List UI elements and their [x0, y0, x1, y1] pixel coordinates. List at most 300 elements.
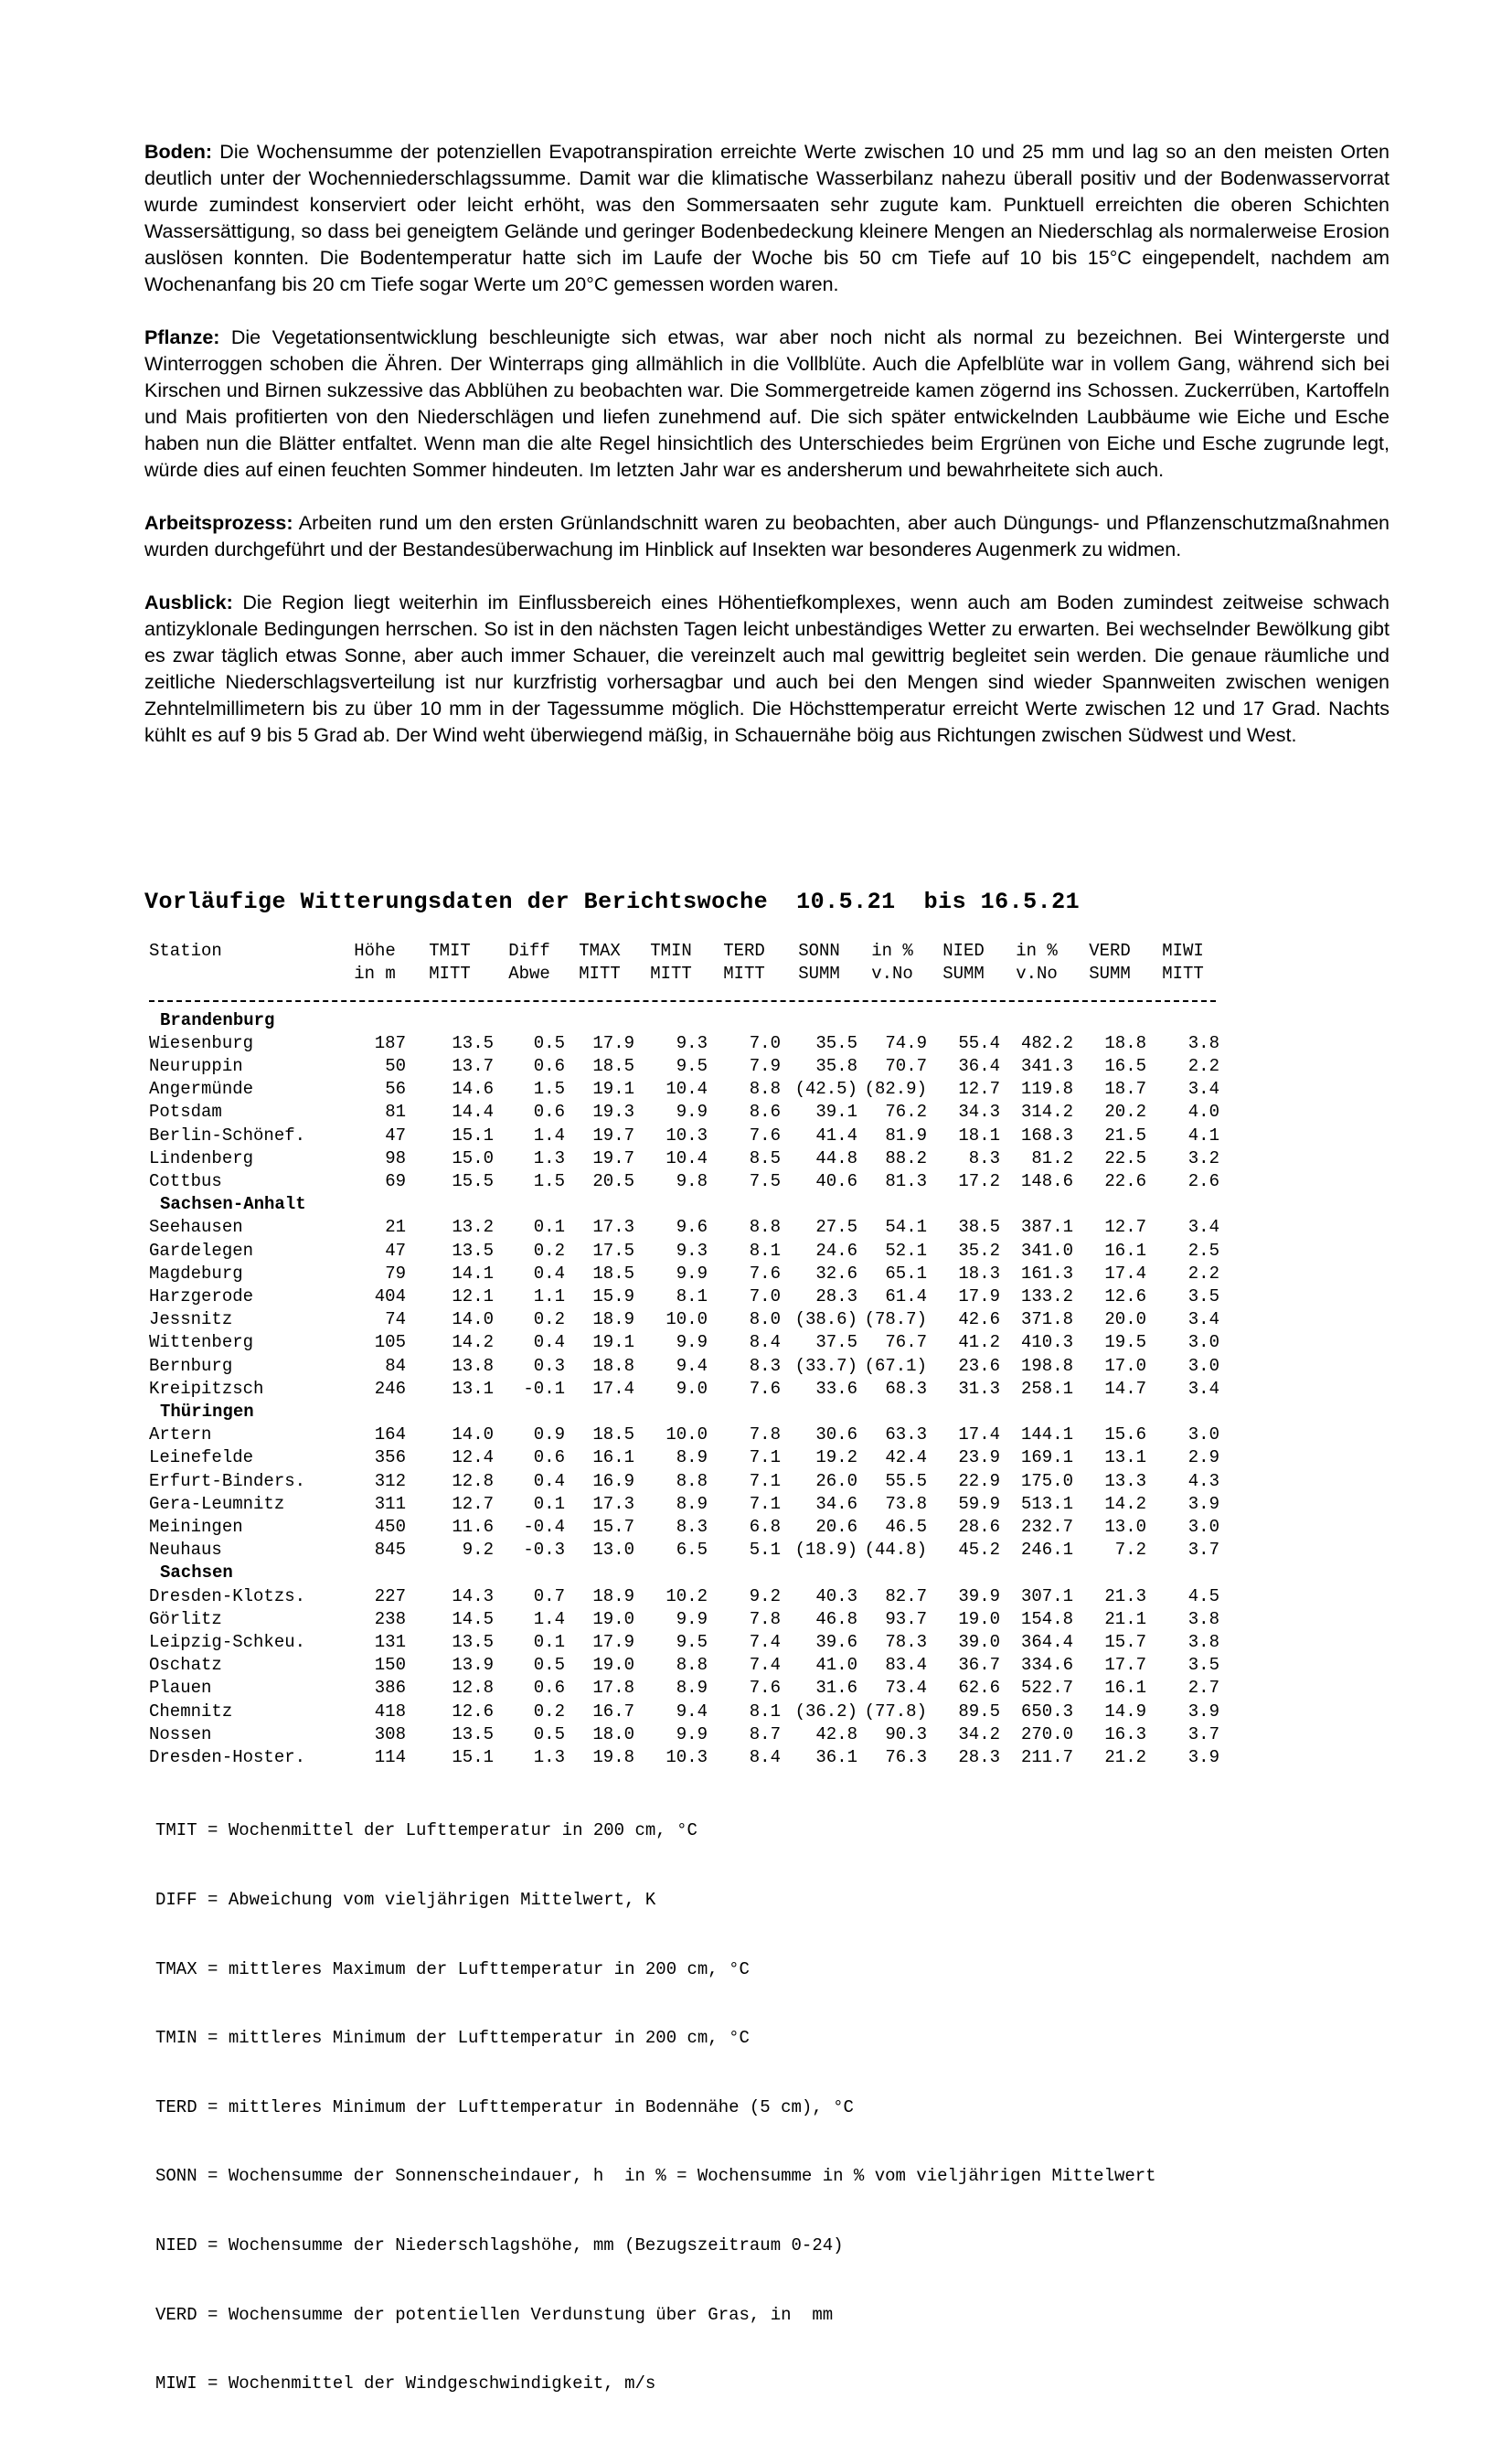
cell-value: 78.3	[885, 1632, 927, 1653]
cell-value: 15.9	[592, 1286, 634, 1307]
cell-value: in m	[354, 964, 396, 985]
cell-value: 21.1	[1104, 1608, 1146, 1629]
cell-value: 9.9	[676, 1723, 708, 1744]
cell-value: 8.1	[676, 1286, 708, 1307]
cell-value: 238	[374, 1608, 406, 1629]
table-row	[149, 1470, 1219, 1493]
cell-value: 23.9	[958, 1447, 1000, 1468]
cell-value: (18.9)	[794, 1540, 857, 1561]
header-separator	[149, 986, 1219, 1008]
cell-value: 17.4	[958, 1424, 1000, 1445]
cell-value: 307.1	[1020, 1585, 1073, 1606]
cell-value: 9.2	[749, 1585, 781, 1606]
cell-value: 35.8	[815, 1056, 857, 1076]
cell-value: 19.8	[592, 1747, 634, 1768]
cell-value: 161.3	[1020, 1263, 1073, 1284]
cell-value: 47	[385, 1240, 406, 1261]
cell-value: NIED	[942, 941, 985, 961]
cell-value: 17.3	[592, 1217, 634, 1238]
cell-value: 148.6	[1020, 1171, 1073, 1192]
cell-value: 0.2	[533, 1309, 565, 1330]
weather-data-table	[149, 940, 1219, 1769]
cell-value: 69	[385, 1171, 406, 1192]
cell-value: 30.6	[815, 1424, 857, 1445]
cell-station: Berlin-Schönef.	[149, 1125, 306, 1146]
cell-value: 8.8	[676, 1655, 708, 1676]
cell-value: 18.9	[592, 1309, 634, 1330]
cell-value: 13.0	[1104, 1517, 1146, 1538]
cell-value: 0.1	[533, 1632, 565, 1653]
cell-value: 169.1	[1020, 1447, 1073, 1468]
cell-value: 32.6	[815, 1263, 857, 1284]
group-row	[149, 1193, 1219, 1216]
cell-value: 18.5	[592, 1424, 634, 1445]
cell-station: Plauen	[149, 1678, 212, 1699]
cell-value: 13.0	[592, 1540, 634, 1561]
table-row	[149, 1631, 1219, 1654]
cell-value: 114	[374, 1747, 406, 1768]
cell-value: 13.1	[1104, 1447, 1146, 1468]
cell-value: 2.2	[1187, 1056, 1219, 1076]
cell-value: 9.9	[676, 1608, 708, 1629]
cell-value: 2.7	[1187, 1678, 1219, 1699]
cell-value: 10.4	[665, 1079, 708, 1100]
cell-value: 36.1	[815, 1747, 857, 1768]
cell-value: 258.1	[1020, 1378, 1073, 1399]
cell-value: 341.0	[1020, 1240, 1073, 1261]
group-name: Sachsen	[160, 1562, 233, 1584]
cell-value: 410.3	[1020, 1332, 1073, 1353]
cell-value: 59.9	[958, 1493, 1000, 1514]
cell-value: 14.5	[452, 1608, 494, 1629]
cell-value: 24.6	[815, 1240, 857, 1261]
table-row	[149, 1032, 1219, 1055]
cell-value: 175.0	[1020, 1470, 1073, 1491]
cell-value: 7.6	[749, 1125, 781, 1146]
cell-value: 314.2	[1020, 1102, 1073, 1123]
cell-value: 3.5	[1187, 1655, 1219, 1676]
legend-line: SONN = Wochensumme der Sonnenscheindauer, h in % = Wochensumme in % vom vieljährigen Mittelwert	[155, 2166, 1156, 2187]
cell-value: 0.4	[533, 1332, 565, 1353]
cell-value: 0.5	[533, 1032, 565, 1053]
cell-value: 17.2	[958, 1171, 1000, 1192]
cell-value: 10.2	[665, 1585, 708, 1606]
cell-value: 12.7	[958, 1079, 1000, 1100]
cell-value: 76.3	[885, 1747, 927, 1768]
cell-value: 14.1	[452, 1263, 494, 1284]
cell-value: 341.3	[1020, 1056, 1073, 1076]
legend-line: TMIT = Wochenmittel der Lufttemperatur in 200 cm, °C	[155, 1820, 697, 1841]
cell-value: 27.5	[815, 1217, 857, 1238]
header-row	[149, 940, 1219, 963]
cell-value: 150	[374, 1655, 406, 1676]
cell-value: 144.1	[1020, 1424, 1073, 1445]
table-row	[149, 1078, 1219, 1101]
cell-value: 81.3	[885, 1171, 927, 1192]
legend-line: DIFF = Abweichung vom vieljährigen Mittelwert, K	[155, 1890, 656, 1910]
cell-value: 0.4	[533, 1470, 565, 1491]
cell-value: 3.4	[1187, 1217, 1219, 1238]
cell-value: 40.6	[815, 1171, 857, 1192]
cell-value: Diff	[508, 941, 550, 961]
cell-value: 90.3	[885, 1723, 927, 1744]
cell-value: 418	[374, 1701, 406, 1722]
group-name: Brandenburg	[160, 1009, 275, 1030]
cell-value: 37.5	[815, 1332, 857, 1353]
cell-value: 3.0	[1187, 1517, 1219, 1538]
cell-value: 513.1	[1020, 1493, 1073, 1514]
cell-value: 12.6	[1104, 1286, 1146, 1307]
cell-value: 9.4	[676, 1355, 708, 1376]
cell-value: 35.2	[958, 1240, 1000, 1261]
cell-value: 18.8	[592, 1355, 634, 1376]
cell-value: v.No	[1016, 964, 1058, 985]
cell-value: 7.9	[749, 1056, 781, 1076]
cell-value: 7.8	[749, 1608, 781, 1629]
cell-value: 3.9	[1187, 1747, 1219, 1768]
table-row	[149, 1516, 1219, 1539]
cell-value: 3.7	[1187, 1723, 1219, 1744]
cell-value: 17.9	[958, 1286, 1000, 1307]
cell-value: 88.2	[885, 1147, 927, 1168]
cell-value: 42.6	[958, 1309, 1000, 1330]
cell-value: 1.3	[533, 1747, 565, 1768]
cell-value: v.No	[871, 964, 913, 985]
cell-value: 61.4	[885, 1286, 927, 1307]
cell-value: 44.8	[815, 1147, 857, 1168]
cell-value: 39.9	[958, 1585, 1000, 1606]
cell-value: (77.8)	[864, 1701, 927, 1722]
cell-value: 16.1	[1104, 1678, 1146, 1699]
cell-value: 76.2	[885, 1102, 927, 1123]
cell-value: 246.1	[1020, 1540, 1073, 1561]
cell-value: 0.1	[533, 1493, 565, 1514]
cell-value: 19.0	[592, 1608, 634, 1629]
cell-value: (36.2)	[794, 1701, 857, 1722]
cell-value: TMAX	[579, 941, 621, 961]
cell-value: 19.7	[592, 1147, 634, 1168]
cell-value: 15.7	[592, 1517, 634, 1538]
cell-value: 9.4	[676, 1701, 708, 1722]
cell-value: 18.7	[1104, 1079, 1146, 1100]
cell-value: 9.3	[676, 1032, 708, 1053]
cell-value: 34.6	[815, 1493, 857, 1514]
cell-value: 3.8	[1187, 1632, 1219, 1653]
cell-value: 28.6	[958, 1517, 1000, 1538]
cell-value: 9.5	[676, 1632, 708, 1653]
cell-value: 16.1	[592, 1447, 634, 1468]
section-body: Die Wochensumme der potenziellen Evapotranspiration erreichte Werte zwischen 10 und 25 mm und lag so an den meisten Orten deutlich unter der Wochenniederschlagssumme. Damit war die klimatische Wasserbilanz nahezu überall positiv und der Bodenwasservorrat wurde zumindest konserviert oder leicht erhöht, was den Sommersaaten sehr zugute kam. Punktuell erreichten die oberen Schichten Wassersättigung, so dass bei geneigtem Gelände und geringer Bodenbedeckung kleinere Mengen an Niederschlag als normalerweise Erosion auslösen konnten. Die Bodentemperatur hatte sich im Laufe der Woche bis 50 cm Tiefe auf 10 bis 15°C eingependelt, nachdem am Wochenanfang bis 20 cm Tiefe sogar Werte um 20°C gemessen worden waren.	[144, 141, 1390, 295]
cell-value: 3.0	[1187, 1424, 1219, 1445]
cell-value: 522.7	[1020, 1678, 1073, 1699]
cell-value: 0.6	[533, 1447, 565, 1468]
cell-value: 8.7	[749, 1723, 781, 1744]
cell-value: 3.4	[1187, 1378, 1219, 1399]
cell-station: Chemnitz	[149, 1701, 233, 1722]
cell-value: 17.4	[1104, 1263, 1146, 1284]
cell-value: 20.5	[592, 1171, 634, 1192]
cell-value: 20.6	[815, 1517, 857, 1538]
cell-value: 227	[374, 1585, 406, 1606]
cell-value: 12.7	[1104, 1217, 1146, 1238]
cell-value: 63.3	[885, 1424, 927, 1445]
cell-value: 73.4	[885, 1678, 927, 1699]
table-row	[149, 1723, 1219, 1746]
cell-value: 47	[385, 1125, 406, 1146]
table-row	[149, 1677, 1219, 1700]
cell-value: 55.5	[885, 1470, 927, 1491]
cell-value: 18.1	[958, 1125, 1000, 1146]
cell-value: 19.1	[592, 1332, 634, 1353]
section-body: Die Vegetationsentwicklung beschleunigte sich etwas, war aber noch nicht als normal zu bezeichnen. Bei Wintergerste und Winterroggen schoben die Ähren. Der Winterraps ging allmählich in die Vollblüte. Auch die Apfelblüte war in vollem Gang, während sich bei Kirschen und Birnen sukzessive das Abblühen zu beobachten war. Die Sommergetreide kamen zögernd ins Schossen. Zuckerrüben, Kartoffeln und Mais profitierten von den Niederschlägen und liefen zunehmend auf. Die sich später entwickelnden Laubbäume wie Eiche und Esche haben nun die Blätter entfaltet. Wenn man die alte Regel hinsichtlich des Unterschiedes beim Ergrünen von Eiche und Esche zugrunde legt, würde dies auf einen feuchten Sommer hindeuten. Im letzten Jahr war es andersherum und bewahrheitete sich auch.	[144, 326, 1390, 481]
cell-value: 8.0	[749, 1309, 781, 1330]
cell-value: 89.5	[958, 1701, 1000, 1722]
cell-value: 31.3	[958, 1378, 1000, 1399]
cell-value: 55.4	[958, 1032, 1000, 1053]
cell-value: 198.8	[1020, 1355, 1073, 1376]
cell-value: 7.6	[749, 1263, 781, 1284]
cell-value: 13.3	[1104, 1470, 1146, 1491]
cell-value: 232.7	[1020, 1517, 1073, 1538]
cell-value: 18.9	[592, 1585, 634, 1606]
cell-value: 12.7	[452, 1493, 494, 1514]
cell-value: 20.0	[1104, 1309, 1146, 1330]
cell-value: 14.2	[452, 1332, 494, 1353]
section-ausblick	[144, 590, 1390, 749]
cell-station: Erfurt-Binders.	[149, 1470, 306, 1491]
section-heading: Boden:	[144, 141, 213, 163]
cell-value: 84	[385, 1355, 406, 1376]
table-row	[149, 1263, 1219, 1285]
cell-value: 8.1	[749, 1701, 781, 1722]
cell-value: 5.1	[749, 1540, 781, 1561]
legend-line: MIWI = Wochenmittel der Windgeschwindigkeit, m/s	[155, 2373, 656, 2394]
cell-value: Höhe	[354, 941, 396, 961]
group-row	[149, 1401, 1219, 1424]
cell-value: 9.8	[676, 1171, 708, 1192]
cell-value: 164	[374, 1424, 406, 1445]
cell-value: (78.7)	[864, 1309, 927, 1330]
cell-value: 0.5	[533, 1723, 565, 1744]
cell-station: Kreipitzsch	[149, 1378, 264, 1399]
cell-value: 54.1	[885, 1217, 927, 1238]
cell-value: 650.3	[1020, 1701, 1073, 1722]
cell-value: 4.0	[1187, 1102, 1219, 1123]
cell-value: 168.3	[1020, 1125, 1073, 1146]
cell-value: 17.7	[1104, 1655, 1146, 1676]
cell-station: Harzgerode	[149, 1286, 254, 1307]
cell-value: 404	[374, 1286, 406, 1307]
cell-value: 81	[385, 1102, 406, 1123]
cell-value: 14.3	[452, 1585, 494, 1606]
cell-value: 45.2	[958, 1540, 1000, 1561]
cell-value: SONN	[798, 941, 840, 961]
cell-value: 46.8	[815, 1608, 857, 1629]
cell-value: 0.4	[533, 1263, 565, 1284]
cell-value: MITT	[650, 964, 692, 985]
cell-value: 12.1	[452, 1286, 494, 1307]
table-row	[149, 1170, 1219, 1193]
cell-value: 19.2	[815, 1447, 857, 1468]
cell-value: 0.5	[533, 1655, 565, 1676]
cell-value: 41.4	[815, 1125, 857, 1146]
cell-value: 119.8	[1020, 1079, 1073, 1100]
cell-value: 42.8	[815, 1723, 857, 1744]
cell-value: 73.8	[885, 1493, 927, 1514]
cell-value: MITT	[579, 964, 621, 985]
table-row	[149, 1654, 1219, 1677]
cell-value: MITT	[429, 964, 471, 985]
cell-value: (67.1)	[864, 1355, 927, 1376]
table-row	[149, 1331, 1219, 1354]
cell-value: 1.4	[533, 1608, 565, 1629]
cell-value: 8.9	[676, 1678, 708, 1699]
weather-table-body	[149, 940, 1219, 1769]
cell-value: 83.4	[885, 1655, 927, 1676]
cell-station: Gardelegen	[149, 1240, 254, 1261]
cell-station: Bernburg	[149, 1355, 233, 1376]
table-row	[149, 1746, 1219, 1769]
cell-value: 17.9	[592, 1032, 634, 1053]
cell-station: Gera-Leumnitz	[149, 1493, 285, 1514]
cell-value: 19.7	[592, 1125, 634, 1146]
section-heading: Arbeitsprozess:	[144, 512, 293, 534]
table-row	[149, 1125, 1219, 1147]
cell-value: 11.6	[452, 1517, 494, 1538]
cell-value: 18.8	[1104, 1032, 1146, 1053]
cell-value: 270.0	[1020, 1723, 1073, 1744]
cell-value: (82.9)	[864, 1079, 927, 1100]
cell-value: 0.6	[533, 1056, 565, 1076]
cell-value: 1.5	[533, 1079, 565, 1100]
table-row	[149, 1585, 1219, 1608]
cell-value: 13.9	[452, 1655, 494, 1676]
cell-value: 3.8	[1187, 1032, 1219, 1053]
cell-value: 15.0	[452, 1147, 494, 1168]
cell-value: 1.1	[533, 1286, 565, 1307]
cell-station: Leinefelde	[149, 1447, 254, 1468]
cell-value: 35.5	[815, 1032, 857, 1053]
cell-value: VERD	[1089, 941, 1131, 961]
cell-value: 14.4	[452, 1102, 494, 1123]
cell-value: 482.2	[1020, 1032, 1073, 1053]
cell-value: 23.6	[958, 1355, 1000, 1376]
cell-value: 26.0	[815, 1470, 857, 1491]
cell-station: Wittenberg	[149, 1332, 254, 1353]
cell-value: 13.8	[452, 1355, 494, 1376]
cell-value: 38.5	[958, 1217, 1000, 1238]
report-text	[144, 139, 1390, 775]
cell-value: 4.3	[1187, 1470, 1219, 1491]
cell-value: in %	[1016, 941, 1058, 961]
cell-station: Görlitz	[149, 1608, 222, 1629]
cell-value: 14.6	[452, 1079, 494, 1100]
cell-value: 18.5	[592, 1263, 634, 1284]
cell-station: Dresden-Hoster.	[149, 1747, 306, 1768]
cell-value: 98	[385, 1147, 406, 1168]
table-row	[149, 1216, 1219, 1239]
cell-value: 10.3	[665, 1125, 708, 1146]
cell-value: 3.0	[1187, 1332, 1219, 1353]
cell-value: 334.6	[1020, 1655, 1073, 1676]
cell-value: 14.7	[1104, 1378, 1146, 1399]
cell-value: 8.3	[749, 1355, 781, 1376]
cell-value: 18.3	[958, 1263, 1000, 1284]
cell-value: 62.6	[958, 1678, 1000, 1699]
cell-value: 22.5	[1104, 1147, 1146, 1168]
section-arbeitsprozess	[144, 510, 1390, 563]
cell-value: 74.9	[885, 1032, 927, 1053]
cell-value: 0.2	[533, 1701, 565, 1722]
table-row	[149, 1240, 1219, 1263]
cell-value: 81.9	[885, 1125, 927, 1146]
cell-value: 79	[385, 1263, 406, 1284]
cell-value: 13.5	[452, 1032, 494, 1053]
cell-value: 21.2	[1104, 1747, 1146, 1768]
cell-value: 81.2	[1031, 1147, 1073, 1168]
cell-value: 2.9	[1187, 1447, 1219, 1468]
cell-value: 10.0	[665, 1424, 708, 1445]
cell-value: 17.5	[592, 1240, 634, 1261]
cell-value: 74	[385, 1309, 406, 1330]
cell-value: 7.6	[749, 1678, 781, 1699]
cell-value: 3.4	[1187, 1079, 1219, 1100]
section-body: Arbeiten rund um den ersten Grünlandschnitt waren zu beobachten, aber auch Düngungs- und Pflanzenschutzmaßnahmen wurden durchgeführt und der Bestandesüberwachung im Hinblick auf Insekten war besonderes Augenmerk zu widmen.	[144, 512, 1390, 560]
cell-value: 15.1	[452, 1125, 494, 1146]
cell-value: 7.2	[1114, 1540, 1146, 1561]
cell-value: 8.5	[749, 1147, 781, 1168]
cell-value: 13.2	[452, 1217, 494, 1238]
legend	[155, 1774, 1156, 2442]
cell-value: -0.1	[523, 1378, 565, 1399]
cell-value: 16.1	[1104, 1240, 1146, 1261]
cell-value: 13.5	[452, 1240, 494, 1261]
table-row	[149, 1493, 1219, 1516]
section-boden	[144, 139, 1390, 298]
cell-value: 7.1	[749, 1493, 781, 1514]
cell-value: 22.6	[1104, 1171, 1146, 1192]
cell-value: TERD	[723, 941, 765, 961]
cell-value: 46.5	[885, 1517, 927, 1538]
cell-value: 40.3	[815, 1585, 857, 1606]
cell-value: 14.2	[1104, 1493, 1146, 1514]
cell-value: 8.9	[676, 1493, 708, 1514]
cell-value: 17.0	[1104, 1355, 1146, 1376]
section-heading: Pflanze:	[144, 326, 220, 348]
cell-value: (42.5)	[794, 1079, 857, 1100]
cell-value: 9.5	[676, 1056, 708, 1076]
cell-value: SUMM	[1089, 964, 1131, 985]
cell-value: 15.1	[452, 1747, 494, 1768]
cell-value: 311	[374, 1493, 406, 1514]
cell-value: 1.5	[533, 1171, 565, 1192]
cell-value: Abwe	[508, 964, 550, 985]
cell-value: -0.3	[523, 1540, 565, 1561]
cell-value: 0.6	[533, 1678, 565, 1699]
cell-value: 15.6	[1104, 1424, 1146, 1445]
cell-value: 76.7	[885, 1332, 927, 1353]
cell-value: 308	[374, 1723, 406, 1744]
cell-value: 52.1	[885, 1240, 927, 1261]
cell-value: 211.7	[1020, 1747, 1073, 1768]
cell-value: 450	[374, 1517, 406, 1538]
cell-value: 105	[374, 1332, 406, 1353]
cell-value: 17.9	[592, 1632, 634, 1653]
cell-value: 9.9	[676, 1332, 708, 1353]
cell-value: 9.3	[676, 1240, 708, 1261]
cell-value: 1.4	[533, 1125, 565, 1146]
cell-value: 8.6	[749, 1102, 781, 1123]
